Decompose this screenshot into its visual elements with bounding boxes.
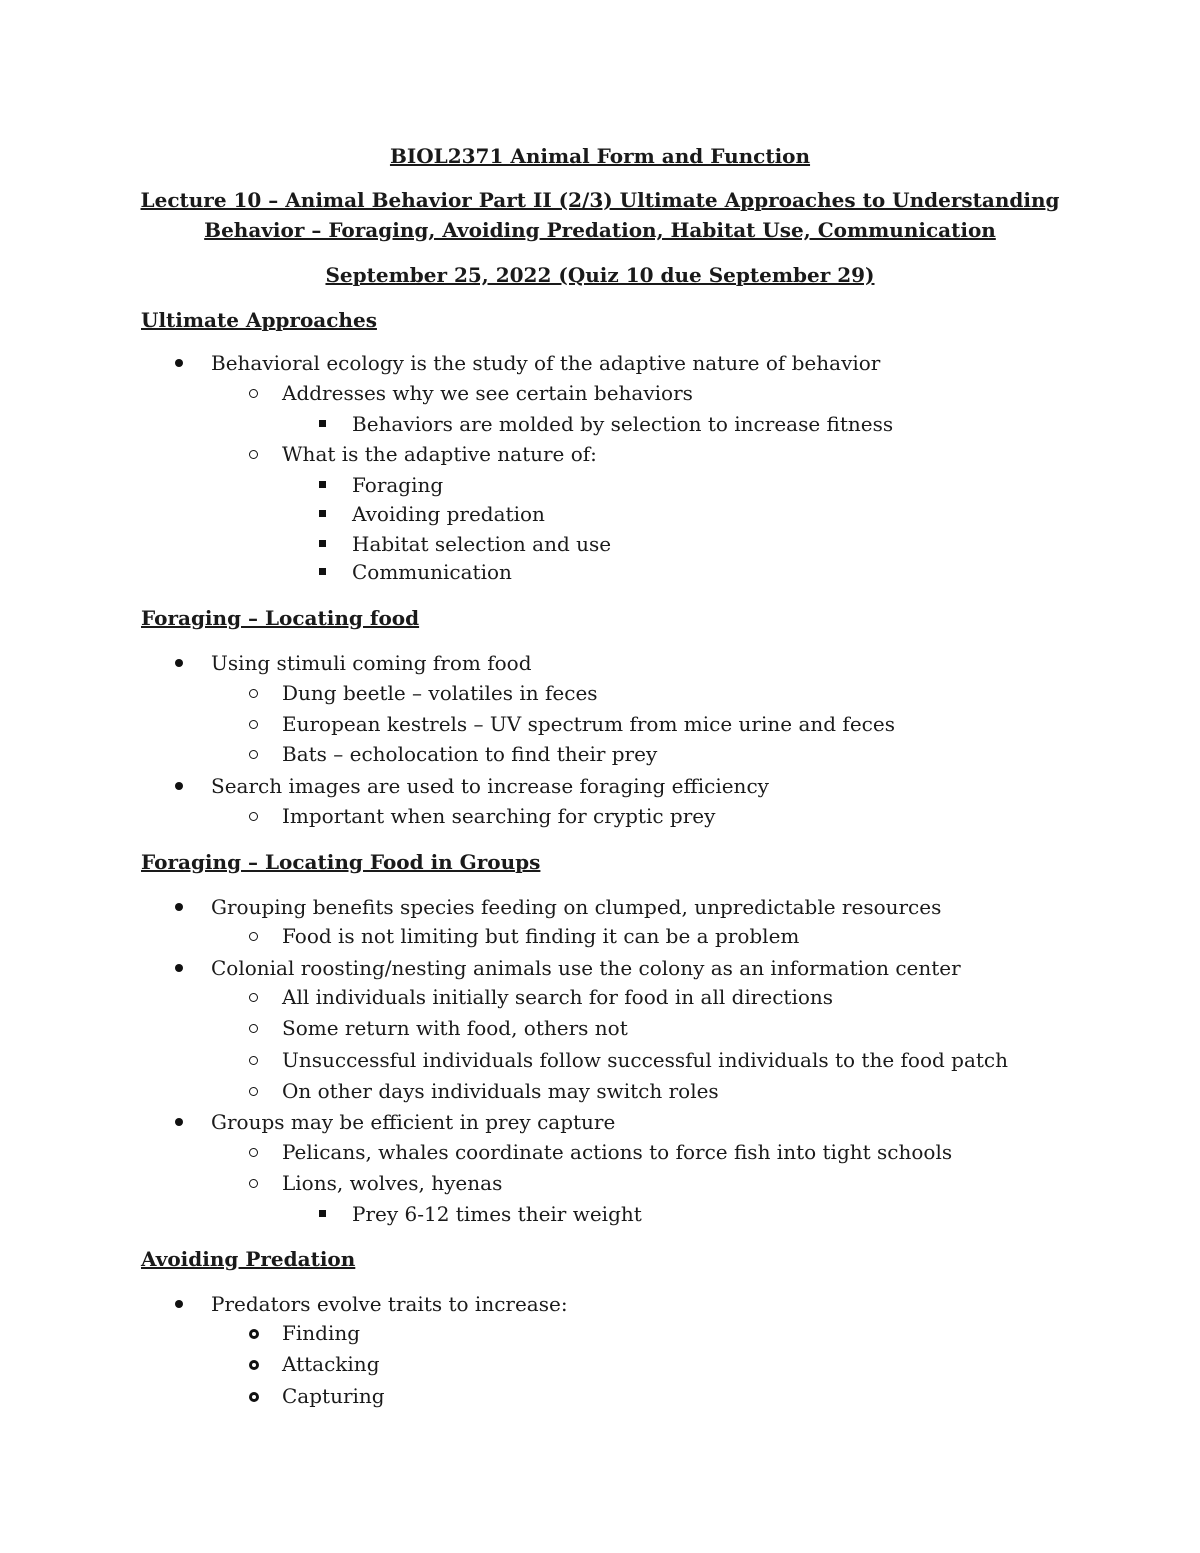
bullet-circle-icon bbox=[249, 1056, 258, 1065]
bullet-circle-icon bbox=[249, 1087, 258, 1096]
list-item: Predators evolve traits to increase: bbox=[211, 1292, 568, 1316]
bullet-circle-icon bbox=[249, 389, 258, 398]
list-item: European kestrels – UV spectrum from mice urine and feces bbox=[282, 712, 895, 736]
bullet-circle-icon bbox=[249, 932, 258, 941]
bullet-circle-icon bbox=[249, 689, 258, 698]
list-item: Dung beetle – volatiles in feces bbox=[282, 681, 598, 705]
list-item: Capturing bbox=[282, 1384, 385, 1408]
list-item: Foraging bbox=[352, 473, 444, 497]
list-item: Communication bbox=[352, 560, 512, 584]
list-item: On other days individuals may switch roles bbox=[282, 1079, 719, 1103]
bullet-circle-icon bbox=[249, 1179, 258, 1188]
bullet-square-icon bbox=[319, 1210, 326, 1217]
bullet-circle-icon bbox=[249, 993, 258, 1002]
list-item: Behaviors are molded by selection to increase fitness bbox=[352, 412, 894, 436]
bullet-disc-icon bbox=[175, 659, 183, 667]
list-item: Prey 6-12 times their weight bbox=[352, 1202, 642, 1226]
list-item: Food is not limiting but finding it can be a problem bbox=[282, 924, 800, 948]
bullet-circle-icon bbox=[249, 1148, 258, 1157]
bullet-square-icon bbox=[319, 420, 326, 427]
list-item: Finding bbox=[282, 1321, 361, 1345]
course-title: BIOL2371 Animal Form and Function bbox=[389, 144, 811, 168]
list-item: Lions, wolves, hyenas bbox=[282, 1171, 503, 1195]
list-item: Behavioral ecology is the study of the adaptive nature of behavior bbox=[211, 351, 881, 375]
bullet-disc-icon bbox=[175, 782, 183, 790]
bullet-square-icon bbox=[319, 481, 326, 488]
lecture-title-line-2: Behavior – Foraging, Avoiding Predation, Habitat Use, Communication bbox=[204, 218, 996, 242]
bullet-disc-icon bbox=[175, 903, 183, 911]
list-item: Colonial roosting/nesting animals use the colony as an information center bbox=[211, 956, 961, 980]
bullet-circle-icon bbox=[249, 1392, 259, 1402]
section-heading-foraging-locating-food: Foraging – Locating food bbox=[141, 606, 420, 630]
list-item: Search images are used to increase foraging efficiency bbox=[211, 774, 769, 798]
bullet-disc-icon bbox=[175, 359, 183, 367]
section-heading-ultimate-approaches: Ultimate Approaches bbox=[141, 308, 377, 332]
list-item: Pelicans, whales coordinate actions to force fish into tight schools bbox=[282, 1140, 953, 1164]
list-item: All individuals initially search for food in all directions bbox=[282, 985, 834, 1009]
bullet-circle-icon bbox=[249, 720, 258, 729]
list-item: Important when searching for cryptic prey bbox=[282, 804, 716, 828]
list-item: Unsuccessful individuals follow successful individuals to the food patch bbox=[282, 1048, 1009, 1072]
bullet-square-icon bbox=[319, 540, 326, 547]
lecture-title-line-1: Lecture 10 – Animal Behavior Part II (2/3) Ultimate Approaches to Understanding bbox=[140, 188, 1060, 212]
section-heading-avoiding-predation: Avoiding Predation bbox=[141, 1247, 356, 1271]
bullet-disc-icon bbox=[175, 964, 183, 972]
list-item: Addresses why we see certain behaviors bbox=[282, 381, 693, 405]
bullet-circle-icon bbox=[249, 1360, 259, 1370]
date-line: September 25, 2022 (Quiz 10 due September 29) bbox=[325, 263, 875, 287]
list-item: Using stimuli coming from food bbox=[211, 651, 532, 675]
bullet-disc-icon bbox=[175, 1300, 183, 1308]
bullet-square-icon bbox=[319, 510, 326, 517]
list-item: Grouping benefits species feeding on clumped, unpredictable resources bbox=[211, 895, 942, 919]
bullet-circle-icon bbox=[249, 450, 258, 459]
list-item: Groups may be efficient in prey capture bbox=[211, 1110, 616, 1134]
bullet-circle-icon bbox=[249, 750, 258, 759]
bullet-circle-icon bbox=[249, 812, 258, 821]
list-item: What is the adaptive nature of: bbox=[282, 442, 597, 466]
bullet-square-icon bbox=[319, 568, 326, 575]
list-item: Bats – echolocation to find their prey bbox=[282, 742, 658, 766]
bullet-circle-icon bbox=[249, 1329, 259, 1339]
list-item: Some return with food, others not bbox=[282, 1016, 628, 1040]
list-item: Attacking bbox=[282, 1352, 380, 1376]
list-item: Avoiding predation bbox=[352, 502, 545, 526]
list-item: Habitat selection and use bbox=[352, 532, 612, 556]
bullet-circle-icon bbox=[249, 1024, 258, 1033]
bullet-disc-icon bbox=[175, 1118, 183, 1126]
section-heading-foraging-in-groups: Foraging – Locating Food in Groups bbox=[141, 850, 541, 874]
